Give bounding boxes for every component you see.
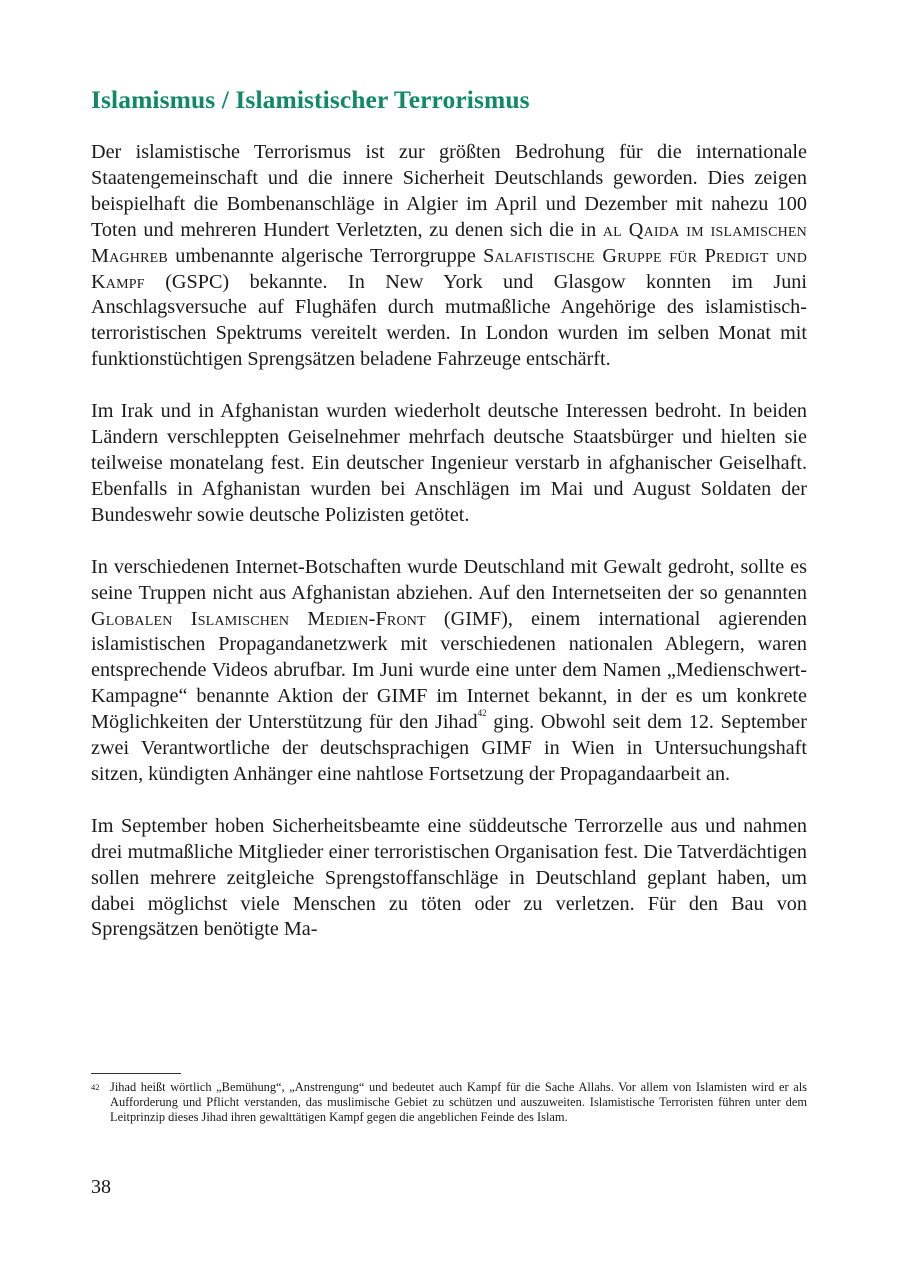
- paragraph-1-text-c: (GSPC) bekannte. In New York und Glasgow konnten im Juni Anschlagsversuche auf Flughäfen durch mutmaßliche Angehörige des islamistisch-terroristischen Spektrums vereitelt werden. In London wurden im selben Monat mit funktionstüchtigen Sprengsätzen beladene Fahrzeuge entschärft.: [91, 270, 807, 371]
- paragraph-3-text-c: ging. Obwohl seit dem 12. September zwei Verantwortliche der deutschsprachigen GIMF in Wien in Untersuchungshaft sitzen, kündigten Anhänger eine nahtlose Fortsetzung der Propagandaarbeit an.: [91, 711, 807, 785]
- section-heading: Islamismus / Islamistischer Terrorismus: [91, 85, 530, 114]
- organisation-name-gspc: Salafistische Gruppe für Predigt und Kampf: [91, 244, 807, 293]
- paragraph-1-text-a: Der islamistische Terrorismus ist zur größten Bedrohung für die internationale Staatengemeinschaft und die innere Sicherheit Deutschlands geworden. Dies zeigen beispielhaft die Bombenanschläge in Algier im April und Dezember mit nahezu 100 Toten und mehreren Hundert Verletzten, zu denen sich die in: [91, 141, 807, 241]
- footnote-text: Jihad heißt wörtlich „Bemühung“, „Anstrengung“ und bedeutet auch Kampf für die Sache Allahs. Vor allem von Islamisten wird er als Aufforderung und Pflicht verstanden, das muslimische Gebiet zu schützen und auszuweiten. Islamistische Terroristen führen unter dem Leitprinzip dieses Jihad ihren gewalttätigen Kampf gegen die angeblichen Feinde des Islam.: [110, 1080, 807, 1124]
- paragraph-1-text-b: umbenannte algerische Terrorgruppe: [167, 244, 484, 267]
- organisation-name-gimf: Globalen Islamischen Medien-Front: [91, 607, 426, 630]
- footnote-number: 42: [91, 1082, 100, 1092]
- footnote: [91, 1080, 807, 1125]
- paragraph-3-text-b: (GIMF), einem international agierenden islamistischen Propagandanetzwerk mit verschiedenen nationalen Ablegern, waren entsprechende Videos abrufbar. Im Juni wurde eine unter dem Namen „Medienschwert-Kampagne“ benannte Aktion der GIMF im Internet bekannt, in der es um konkrete Möglichkeiten der Unterstützung für den Jihad: [91, 607, 807, 734]
- footnote-divider: [91, 1073, 181, 1074]
- paragraph-2: Im Irak und in Afghanistan wurden wiederholt deutsche Interessen bedroht. In beiden Ländern verschleppten Geiselnehmer mehrfach deutsche Staatsbürger und hielten sie teilweise monatelang fest. Ein deutscher Ingenieur verstarb in afghanischer Geiselhaft. Ebenfalls in Afghanistan wurden bei Anschlägen im Mai und August Soldaten der Bundeswehr sowie deutsche Polizisten getötet.: [91, 400, 807, 526]
- page-number: 38: [91, 1176, 111, 1198]
- paragraph-3-text-a: In verschiedenen Internet-Botschaften wurde Deutschland mit Gewalt gedroht, sollte es seine Truppen nicht aus Afghanistan abziehen. Auf den Internetseiten der so genannten: [91, 555, 807, 604]
- footnote-reference[interactable]: 42: [477, 708, 487, 719]
- paragraph-4: Im September hoben Sicherheitsbeamte eine süddeutsche Terrorzelle aus und nahmen drei mutmaßliche Mitglieder einer terroristischen Organisation fest. Die Tatverdächtigen sollen mehrere zeitgleiche Sprengstoffanschläge in Deutschland geplant haben, um dabei möglichst viele Menschen zu töten oder zu verletzen. Für den Bau von Sprengsätzen benötigte Ma-: [91, 814, 807, 941]
- paragraph-1: [91, 140, 807, 373]
- paragraph-3: [91, 555, 807, 788]
- organisation-name-aqim: al Qaida im islamischen Maghreb: [91, 218, 807, 267]
- page-content: [91, 82, 807, 969]
